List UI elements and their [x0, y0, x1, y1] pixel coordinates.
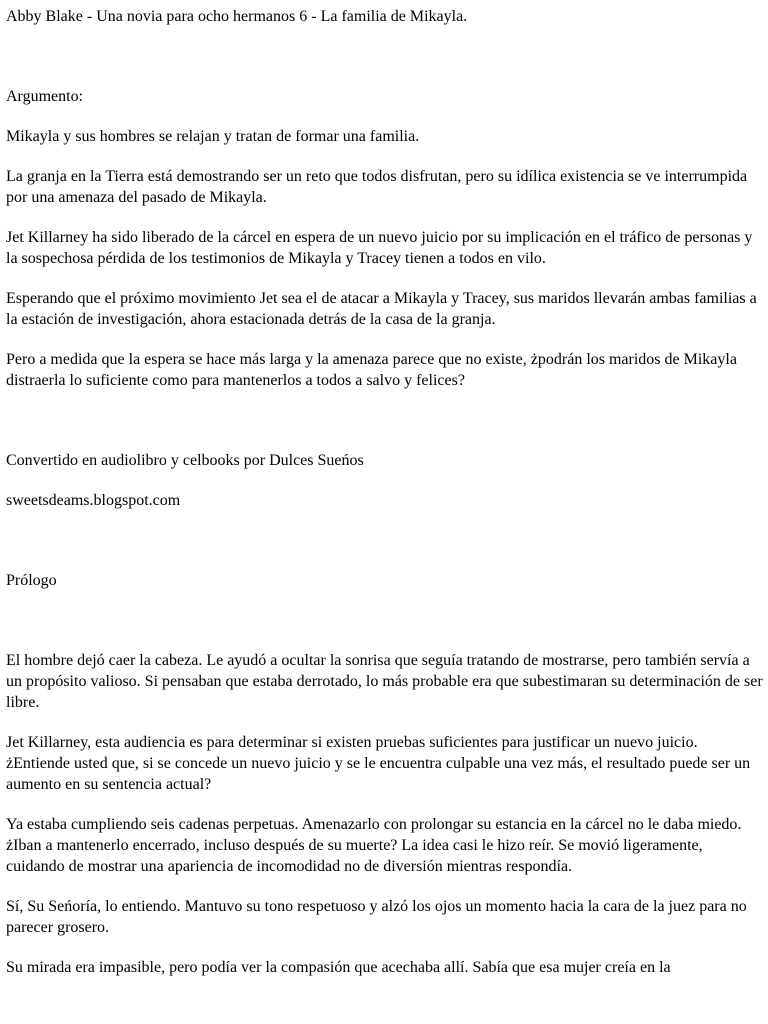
spacer — [6, 410, 764, 450]
document-page — [6, 6, 764, 997]
synopsis-paragraph: Pero a medida que la espera se hace más larga y la amenaza parece que no existe, żpodrán los maridos de Mikayla distraerla lo suficiente como para mantenerlos a todos a salvo y felices? — [6, 351, 737, 389]
prologue-paragraph: El hombre dejó caer la cabeza. Le ayudó a ocultar la sonrisa que seguía tratando de mostrarse, pero también servía a un propósito valioso. Si pensaban que estaba derrotado, lo más probable era que subestimaran su determinación de ser libre. — [6, 652, 763, 711]
prologue-paragraph: Sí, Su Seńoría, lo entiendo. Mantuvo su tono respetuoso y alzó los ojos un momento hacia la cara de la juez para no parecer grosero. — [6, 898, 747, 936]
document-title: Abby Blake - Una novia para ocho hermanos 6 - La familia de Mikayla. — [6, 8, 468, 25]
spacer — [6, 46, 764, 86]
prologue-paragraph: Jet Killarney, esta audiencia es para determinar si existen pruebas suficientes para justificar un nuevo juicio. żEntiende usted que, si se concede un nuevo juicio y se le encuentra culpable una vez más, el resultado puede ser un aumento en su sentencia actual? — [6, 734, 751, 793]
synopsis-paragraph: Mikayla y sus hombres se relajan y tratan de formar una familia. — [6, 128, 420, 145]
synopsis-paragraph: La granja en la Tierra está demostrando ser un reto que todos disfrutan, pero su idílica existencia se ve interrumpida por una amenaza del pasado de Mikayla. — [6, 168, 748, 206]
prologue-paragraph: Su mirada era impasible, pero podía ver la compasión que acechaba allí. Sabía que esa mujer creía en la — [6, 959, 671, 976]
synopsis-paragraph: Jet Killarney ha sido liberado de la cárcel en espera de un nuevo juicio por su implicación en el tráfico de personas y la sospechosa pérdida de los testimonios de Mikayla y Tracey tienen a todos en vilo. — [6, 229, 753, 267]
synopsis-paragraph: Esperando que el próximo movimiento Jet sea el de atacar a Mikayla y Tracey, sus maridos llevarán ambas familias a la estación de investigación, ahora estacionada detrás de la casa de la granja. — [6, 290, 757, 328]
credit-line: Convertido en audiolibro y celbooks por Dulces Sueńos — [6, 452, 364, 469]
spacer — [6, 530, 764, 570]
prologo-heading: Prólogo — [6, 572, 57, 589]
prologue-paragraph: Ya estaba cumpliendo seis cadenas perpetuas. Amenazarlo con prolongar su estancia en la cárcel no le daba miedo. żIban a mantenerlo encerrado, incluso después de su muerte? La idea casi le hizo reír. Se movió ligeramente, cuidando de mostrar una apariencia de incomodidad no de diversión mientras respondía. — [6, 816, 742, 875]
spacer — [6, 610, 764, 650]
blog-url: sweetsdeams.blogspot.com — [6, 492, 181, 509]
argumento-heading: Argumento: — [6, 88, 84, 105]
